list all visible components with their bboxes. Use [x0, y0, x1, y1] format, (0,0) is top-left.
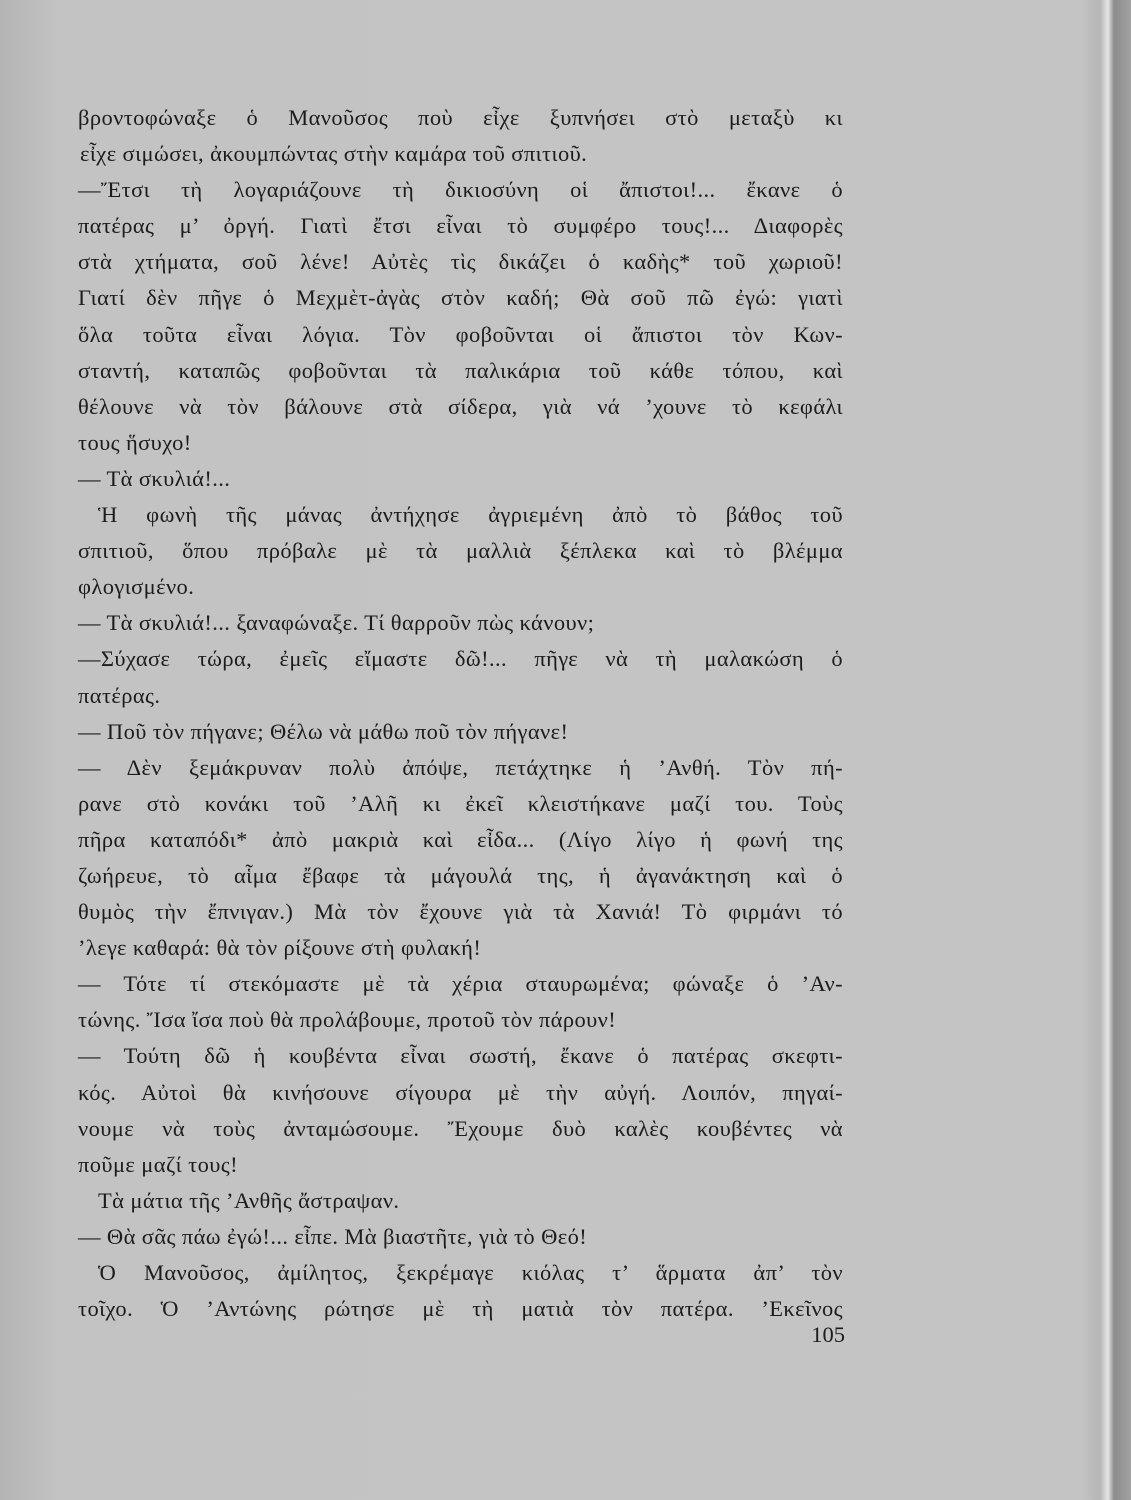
text-line: σταντή, καταπῶς φοβοῦνται τὰ παλικάρια τοῦ κάθε τόπου, καὶ: [78, 357, 843, 383]
text-line: Γιατί δὲν πῆγε ὁ Μεχμὲτ-ἀγὰς στὸν καδή; Θὰ σοῦ πῶ ἐγώ: γιατὶ: [78, 285, 843, 311]
text-line: θυμὸς τὴν ἔπνιγαν.) Μὰ τὸν ἔχουνε γιὰ τὰ Χανιά! Τὸ φιρμάνι τό: [78, 899, 843, 925]
text-line: ζωήρευε, τὸ αἷμα ἔβαφε τὰ μάγουλά της, ἡ ἀγανάκτηση καὶ ὁ: [78, 862, 843, 888]
text-line: — Ποῦ τὸν πήγανε; Θέλω νὰ μάθω ποῦ τὸν πήγανε!: [78, 718, 569, 744]
text-line: στὰ χτήματα, σοῦ λένε! Αὐτὲς τὶς δικάζει ὁ καδὴς* τοῦ χωριοῦ!: [78, 249, 843, 275]
text-line: πατέρας.: [78, 682, 161, 708]
text-line: πατέρας μ’ ὀργή. Γιατὶ ἔτσι εἶναι τὸ συμφέρο τους!... Διαφορὲς: [78, 213, 843, 239]
text-line: ’λεγε καθαρά: θὰ τὸν ρίξουνε στὴ φυλακή!: [78, 935, 482, 961]
text-line: κός. Αὐτοὶ θὰ κινήσουνε σίγουρα μὲ τὴν αὐγή. Λοιπόν, πηγαί-: [78, 1079, 843, 1105]
text-line: σπιτιοῦ, ὅπου πρόβαλε μὲ τὰ μαλλιὰ ξέπλεκα καὶ τὸ βλέμμα: [78, 538, 843, 564]
text-line: — Τὰ σκυλιά!...: [78, 465, 231, 491]
text-line: νουμε νὰ τοὺς ἀνταμώσουμε. Ἔχουμε δυὸ καλὲς κουβέντες νὰ: [78, 1115, 843, 1141]
text-line: πῆρα καταπόδι* ἀπὸ μακριὰ καὶ εἶδα... (Λίγο λίγο ἡ φωνή της: [78, 826, 843, 852]
text-line: —Σύχασε τώρα, ἐμεῖς εἴμαστε δῶ!... πῆγε νὰ τὴ μαλακώση ὁ: [78, 646, 843, 672]
text-line: τους ἥσυχο!: [78, 429, 192, 455]
text-line: φλογισμένο.: [78, 574, 195, 600]
text-line: — Τὰ σκυλιά!... ξαναφώναξε. Τί θαρροῦν πὼς κάνουν;: [78, 610, 595, 636]
body-text: [78, 100, 843, 1327]
text-line: Ὁ Μανοῦσος, ἀμίλητος, ξεκρέμαγε κιόλας τ’ ἅρματα ἀπ’ τὸν: [98, 1260, 843, 1285]
text-line: Ἡ φωνὴ τῆς μάνας ἀντήχησε ἀγριεμένη ἀπὸ τὸ βάθος τοῦ: [98, 502, 843, 528]
text-line: — Δὲν ξεμάκρυναν πολὺ ἀπόψε, πετάχτηκε ἡ ’Ανθή. Τὸν πή-: [78, 754, 843, 780]
text-line: τώνης. Ἴσα ἴσα ποὺ θὰ προλάβουμε, προτοῦ τὸν πάρουν!: [78, 1007, 617, 1033]
text-line: — Θὰ σᾶς πάω ἐγώ!... εἶπε. Μὰ βιαστῆτε, γιὰ τὸ Θεό!: [78, 1223, 588, 1249]
text-line: ποῦμε μαζί τους!: [78, 1151, 238, 1177]
page-number: 105: [811, 1322, 845, 1347]
text-line: ρανε στὸ κονάκι τοῦ ’Αλῆ κι ἐκεῖ κλειστήκανε μαζί του. Τοὺς: [78, 790, 843, 816]
text-line: εἶχε σιμώσει, ἀκουμπώντας στὴν καμάρα τοῦ σπιτιοῦ.: [80, 141, 588, 167]
text-line: βροντοφώναξε ὁ Μανοῦσος ποὺ εἶχε ξυπνήσει στὸ μεταξὺ κι: [78, 105, 843, 130]
text-line: — Τούτη δῶ ἡ κουβέντα εἶναι σωστή, ἔκανε ὁ πατέρας σκεφτι-: [78, 1043, 843, 1069]
text-line: τοῖχο. Ὁ ’Αντώνης ρώτησε μὲ τὴ ματιὰ τὸν πατέρα. ’Εκεῖνος: [78, 1296, 843, 1322]
text-line: — Τότε τί στεκόμαστε μὲ τὰ χέρια σταυρωμένα; φώναξε ὁ ’Αν-: [78, 971, 843, 997]
text-line: ὅλα τοῦτα εἶναι λόγια. Τὸν φοβοῦνται οἱ ἄπιστοι τὸν Κων-: [78, 321, 843, 347]
text-line: θέλουνε νὰ τὸν βάλουνε στὰ σίδερα, γιὰ νά ’χουνε τὸ κεφάλι: [78, 393, 843, 419]
text-line: Τὰ μάτια τῆς ’Ανθῆς ἄστραψαν.: [98, 1187, 400, 1213]
text-line: —Ἔτσι τὴ λογαριάζουνε τὴ δικιοσύνη οἱ ἄπιστοι!... ἔκανε ὁ: [78, 177, 843, 203]
